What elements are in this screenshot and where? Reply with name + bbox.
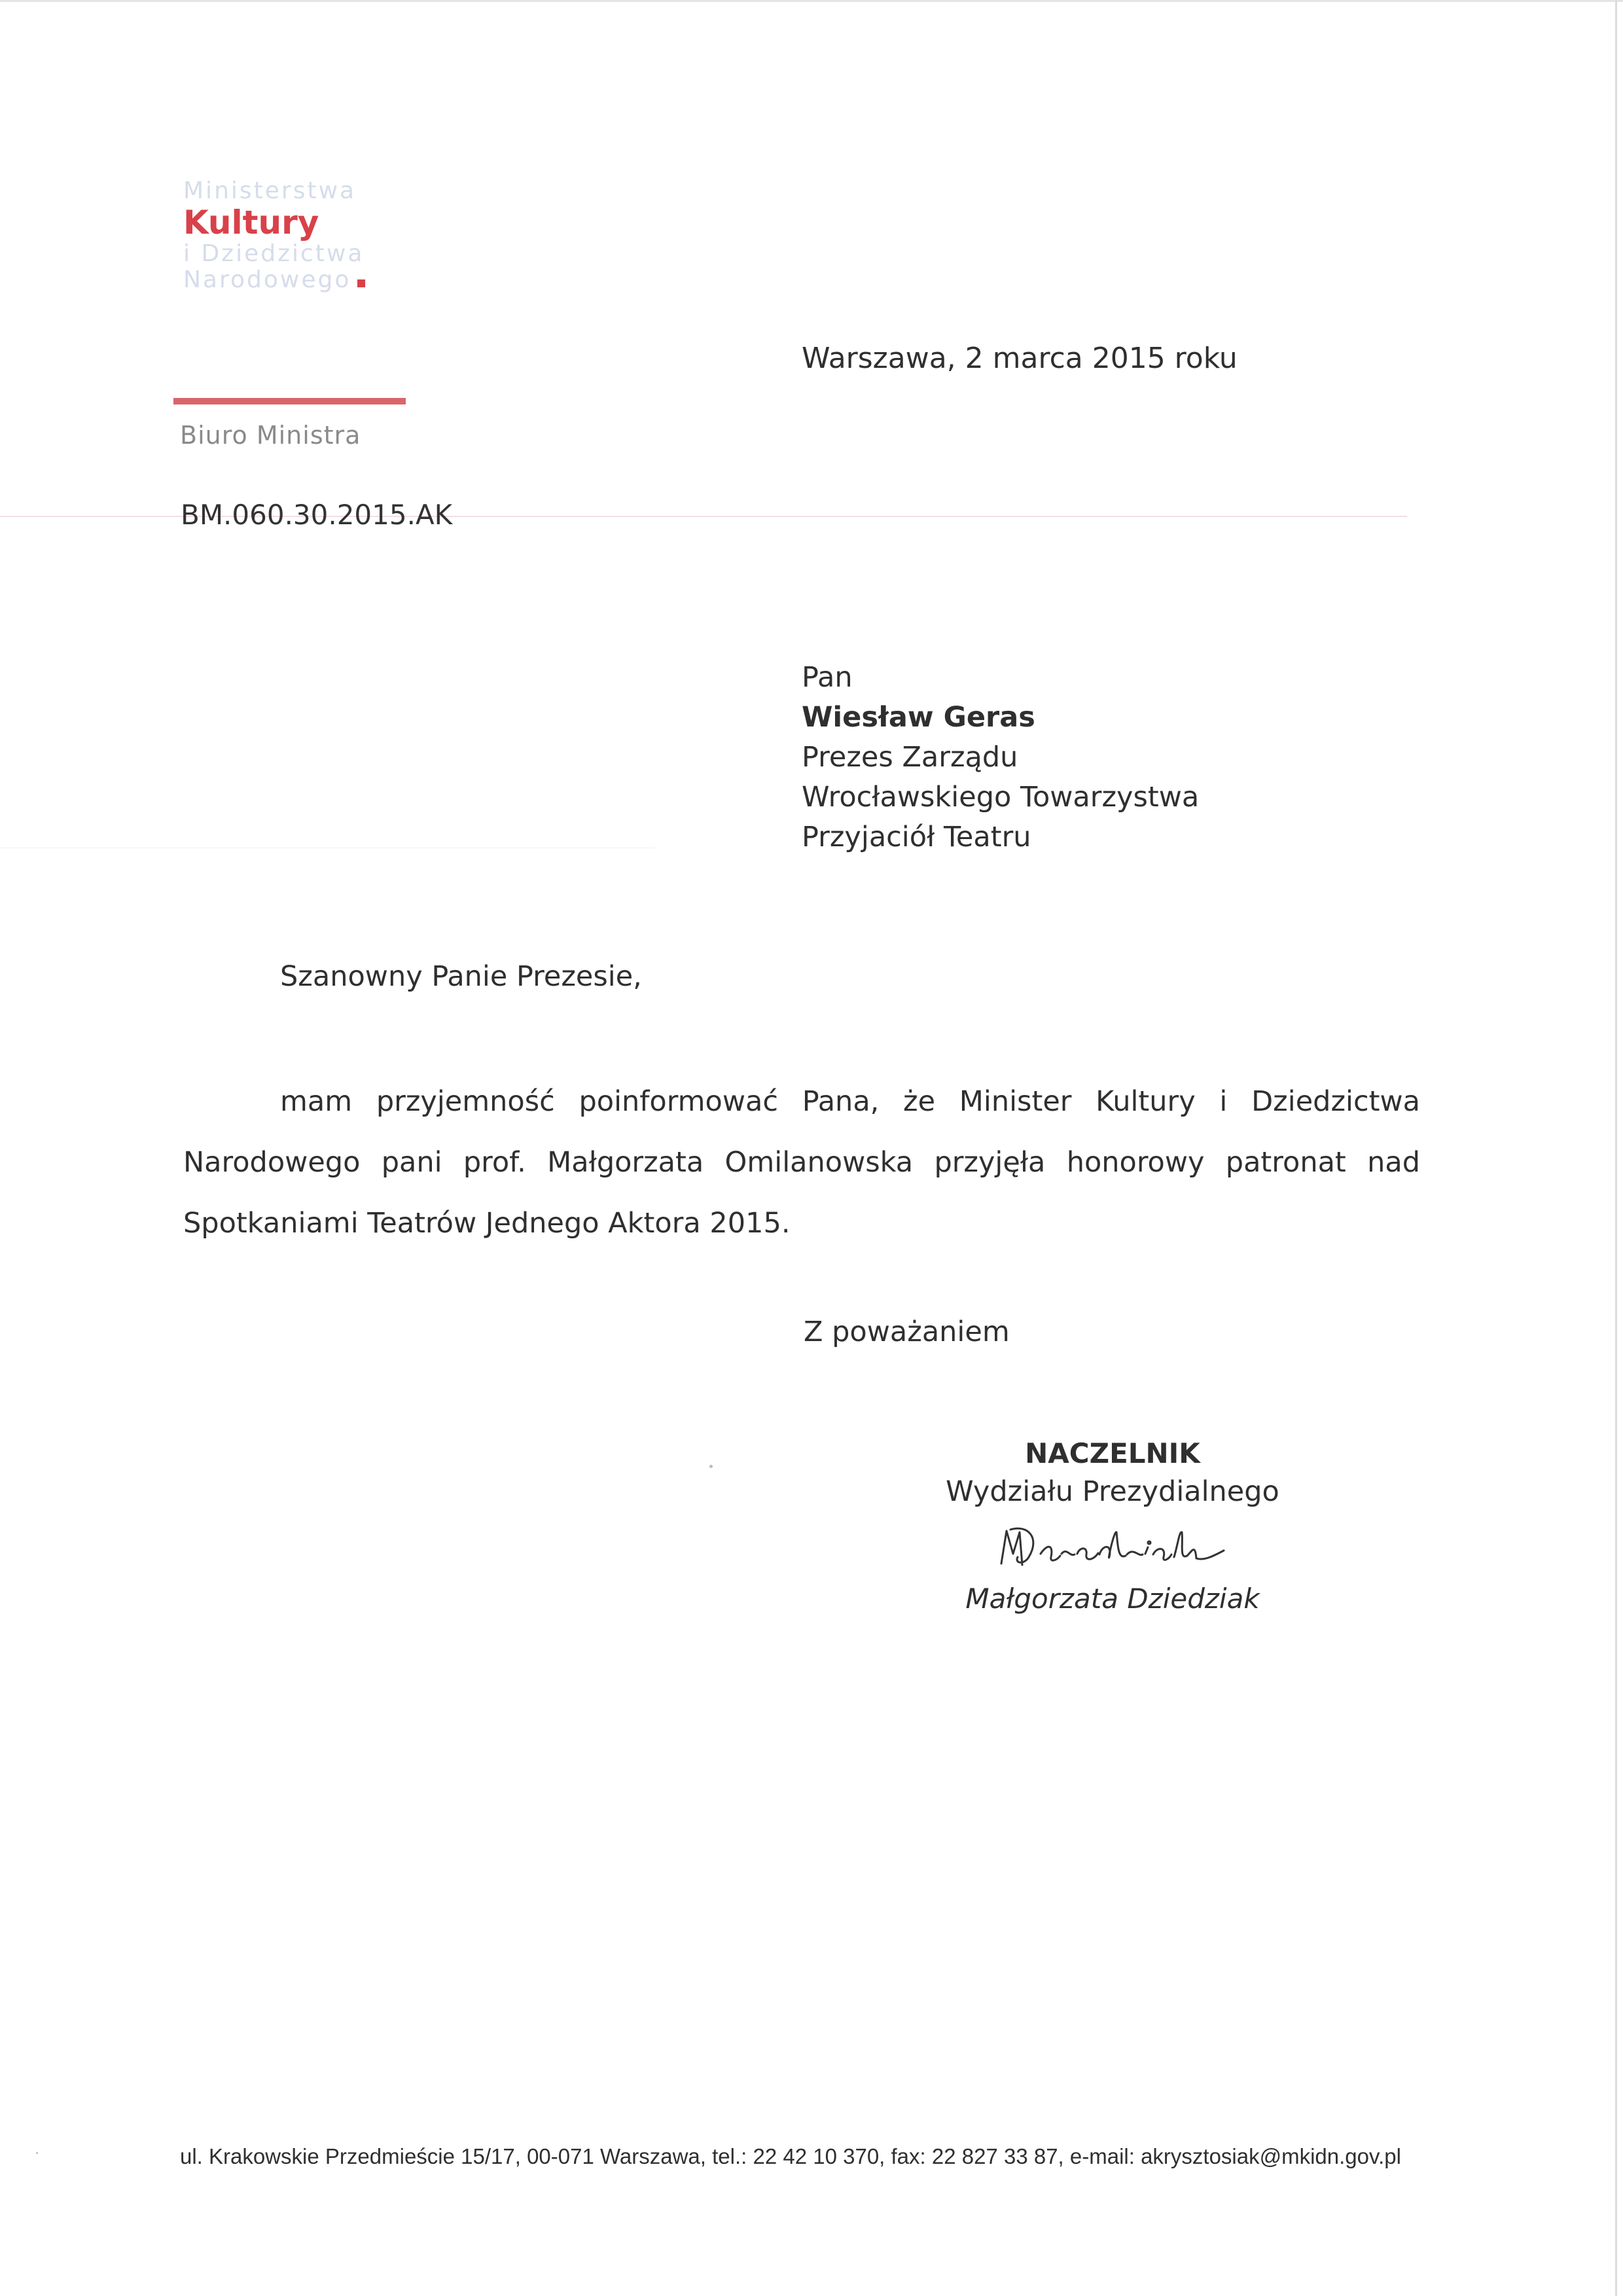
page-top-edge <box>0 0 1623 2</box>
reference-number: BM.060.30.2015.AK <box>181 499 453 531</box>
logo-dot-icon <box>357 279 365 287</box>
logo-line-3: i Dziedzictwa <box>183 240 365 267</box>
letter-date: Warszawa, 2 marca 2015 roku <box>802 342 1238 375</box>
footer-contact: ul. Krakowskie Przedmieście 15/17, 00-071 Warszawa, tel.: 22 42 10 370, fax: 22 827 33 87, e-mail: akrysztosiak@mkidn.gov.pl <box>180 2144 1401 2168</box>
letter-body: mam przyjemność poinformować Pana, że Minister Kultury i Dziedzictwa Narodowego pani prof. Małgorzata Omilanowska przyjęła honorowy patronat nad Spotkaniami Teatrów Jednego Aktora 2015. <box>183 1085 1420 1240</box>
addressee-line-5: Przyjaciół Teatru <box>802 821 1031 853</box>
addressee-block <box>802 658 1199 857</box>
page-right-edge <box>1615 0 1617 2296</box>
scan-speck <box>709 1465 713 1468</box>
closing-phrase: Z poważaniem <box>804 1316 1010 1348</box>
addressee-line-1: Pan <box>802 661 853 694</box>
logo-line-2: Kultury <box>183 204 319 242</box>
ministry-logo <box>183 178 406 293</box>
handwritten-signature <box>988 1518 1237 1577</box>
office-name: Biuro Ministra <box>180 421 361 450</box>
logo-line-4 <box>183 267 406 293</box>
signatory-title: NACZELNIK <box>1025 1437 1200 1469</box>
signature-block <box>942 1435 1283 1619</box>
scan-speck <box>36 2152 38 2154</box>
addressee-name: Wiesław Geras <box>802 701 1035 734</box>
logo-line-1: Ministerstwa <box>183 177 357 204</box>
signatory-name: Małgorzata Dziedziak <box>965 1583 1260 1615</box>
addressee-line-4: Wrocławskiego Towarzystwa <box>802 781 1200 814</box>
salutation: Szanowny Panie Prezesie, <box>280 960 642 993</box>
signatory-department: Wydziału Prezydialnego <box>946 1475 1279 1508</box>
addressee-line-3: Prezes Zarządu <box>802 741 1018 774</box>
logo-divider-bar <box>173 398 406 404</box>
logo-line-4-text: Narodowego <box>183 266 351 293</box>
